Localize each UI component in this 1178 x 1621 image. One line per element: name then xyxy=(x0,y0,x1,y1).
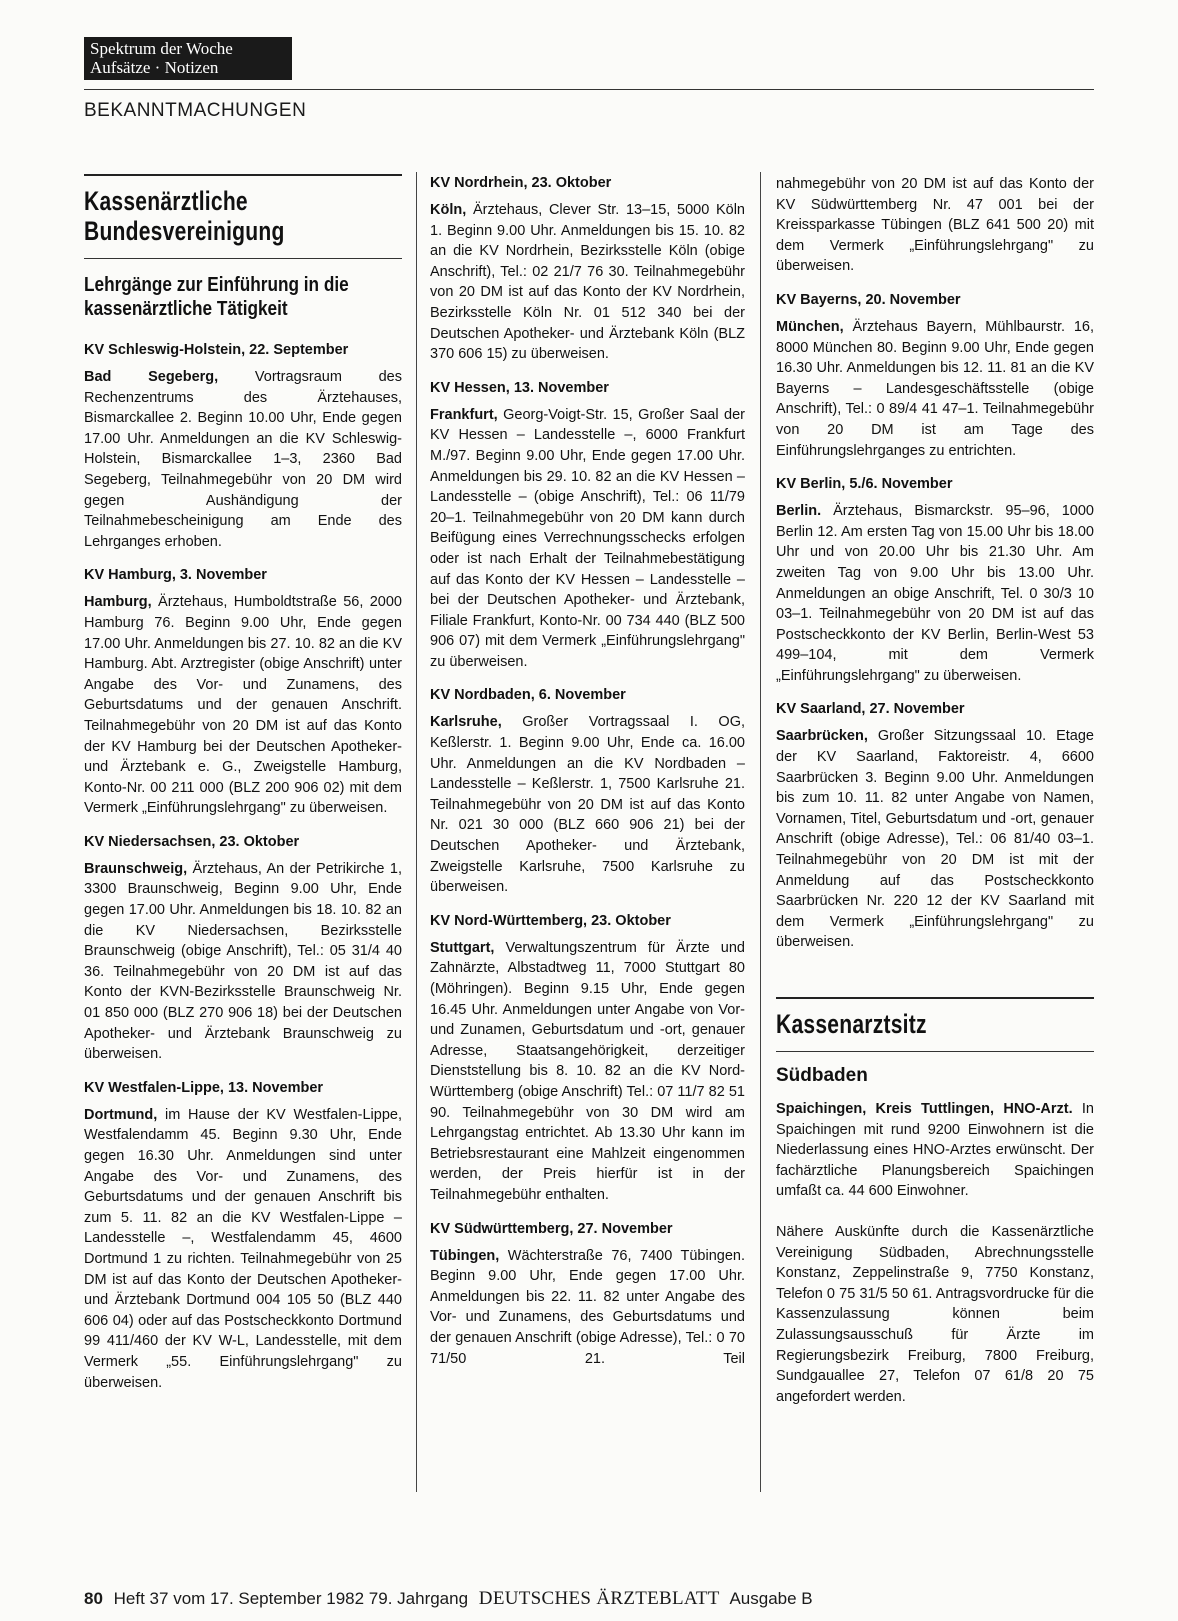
entry-text: Stuttgart, Verwaltungszentrum für Ärzte und Zahnärzte, Albstadtweg 11, 7000 Stuttgart 80 (Möhringen). Beginn 9.15 Uhr, Ende gegen 16.45 Uhr. Anmeldungen unter Angabe von Vor- und Zunamen, Geburtsdatum und -ort, genauer Adresse, Staatsangehörigkeit, derzeitiger Dienststellung bis 8. 10. 82 an die KV Nord-Württemberg (obige Anschrift) Tel.: 07 11/7 82 51 90. Teilnahmegebühr von 30 DM wird am Lehrgangstag entrichtet. Ab 13.30 Uhr kann im Betriebsrestaurant eine Mahlzeit eingenommen werden, der Preis hierfür ist in der Teilnahmegebühr enthalten. xyxy=(430,939,745,1203)
column-3 xyxy=(776,174,1094,1407)
entry-heading: KV Berlin, 5./6. November xyxy=(776,476,953,493)
kassenarztsitz-title: Kassenarztsitz xyxy=(776,1009,927,1039)
subtitle-rule xyxy=(84,258,402,259)
entry-text: Frankfurt, Georg-Voigt-Str. 15, Großer Saal der KV Hessen – Landesstelle –, 6000 Frankfurt M./97. Beginn 9.00 Uhr, Ende gegen 17.00 Uhr. Anmeldungen bis 29. 10. 82 an die KV Hessen – Landesstelle – (obige Anschrift), Tel.: 06 11/79 20–1. Teilnahmegebühr von 20 DM kann durch Beifügung eines Verrechnungsschecks erfolgen oder ist nach Erhalt der Teilnahmebestätigung auf das Konto der KV Hessen – Landesstelle – bei der Deutschen Apotheker- und Ärztebank, Filiale Frankfurt, Konto-Nr. 00 734 440 (BLZ 500 906 07) mit dem Vermerk „Einführungslehrgang" zu überweisen. xyxy=(430,406,745,670)
entry-text: Tübingen, Wächterstraße 76, 7400 Tübingen. Beginn 9.00 Uhr, Ende gegen 17.00 Uhr. Anmeldungen bis 22. 11. 82 unter Angabe des Vor- und Zunamens, des Geburtsdatums und der genauen Anschrift (obige Adresse), Tel.: 0 70 71/50 21. Teil xyxy=(430,1247,745,1367)
kassenarztsitz-info: Nähere Auskünfte durch die Kassenärztliche Vereinigung Südbaden, Abrechnungsstelle Konstanz, Zeppelinstraße 9, 7750 Konstanz, Telefon 0 75 31/5 50 61. Antragsvordrucke für die Kassenzulassung können beim Zulassungsausschuß für Ärzte im Regierungsbezirk Freiburg, 7800 Freiburg, Sundgauallee 27, Telefon 07 61/8 20 75 angefordert werden. xyxy=(776,1223,1094,1405)
entry-place: Karlsruhe, xyxy=(430,714,502,731)
entry-heading: KV Bayerns, 20. November xyxy=(776,291,961,308)
entry-text: Berlin. Ärztehaus, Bismarckstr. 95–96, 1000 Berlin 12. Am ersten Tag von 15.00 Uhr bis 18.00 Uhr und von 20.00 Uhr bis 21.30 Uhr. Am zweiten Tag von 9.00 Uhr bis 13.00 Uhr. Anmeldungen an obige Anschrift, Tel. 0 30/3 10 03–1. Teilnahmegebühr von 20 DM ist auf das Postscheckkonto der KV Berlin, Berlin-West 53 499–104, mit dem Vermerk „Einführungslehrgang" zu überweisen. xyxy=(776,503,1094,684)
entry-place: Frankfurt, xyxy=(430,406,498,423)
entry-text: Bad Segeberg, Vortragsraum des Rechenzentrums des Ärztehauses, Bismarckallee 2. Beginn 10.00 Uhr, Ende gegen 17.00 Uhr. Anmeldungen an die KV Schleswig-Holstein, Bismarckallee 1–3, 2360 Bad Segeberg, Teilnahmegebühr von 20 DM wird gegen Aushändigung der Teilnahmebescheinigung am Ende des Lehrganges erhoben. xyxy=(84,369,402,550)
kassenarztsitz-place: Spaichingen, Kreis Tuttlingen, HNO-Arzt. xyxy=(776,1101,1073,1117)
kassenarztsitz-text: Spaichingen, Kreis Tuttlingen, HNO-Arzt. In Spaichingen mit rund 9200 Einwohnern ist die Niederlassung eines HNO-Arztes erwünscht. Der fachärztliche Planungsbereich Spaichingen umfaßt ca. 44 600 Einwohner. xyxy=(776,1101,1094,1200)
kbv-subtitle: Lehrgänge zur Einführung in die kassenärztliche Tätigkeit xyxy=(84,274,349,320)
kassenarztsitz-rule xyxy=(776,997,1094,999)
section-label: BEKANNTMACHUNGEN xyxy=(84,100,307,121)
entry-place: Köln, xyxy=(430,202,467,218)
entry-text: Karlsruhe, Großer Vortragssaal I. OG, Keßlerstr. 1. Beginn 9.00 Uhr, Ende ca. 16.00 Uhr. Anmeldungen an die KV Nordbaden – Landesstelle – Keßlerstr. 1, 7500 Karlsruhe 21. Teilnahmegebühr von 20 DM ist auf das Konto Nr. 021 30 000 (BLZ 660 906 21) bei der Deutschen Apotheker- und Ärztebank, Zweigstelle Karlsruhe, 7500 Karlsruhe zu überweisen. xyxy=(430,714,745,896)
entry-text: Dortmund, im Hause der KV Westfalen-Lippe, Westfalendamm 45. Beginn 9.30 Uhr, Ende gegen 16.30 Uhr. Anmeldungen sind unter Angabe des Vor- und Zunamens, des Geburtsdatums und der genauen Anschrift bis zum 5. 11. 82 an die KV Westfalen-Lippe – Landesstelle –, Westfalendamm 45, 4600 Dortmund 1 zu richten. Teilnahmegebühr von 25 DM ist auf das Konto der Deutschen Apotheker- und Ärztebank Dortmund 004 105 50 (BLZ 440 606 04) oder auf das Postscheckkonto Dortmund 99 411/460 der KV W-L, Landesstelle, mit dem Vermerk „55. Einführungslehrgang" zu überweisen. xyxy=(84,1106,402,1391)
masthead-line-1: Spektrum der Woche xyxy=(90,39,233,58)
entry-heading: KV Nordbaden, 6. November xyxy=(430,687,626,704)
issue-info: Heft 37 vom 17. September 1982 79. Jahrgang xyxy=(113,1589,469,1608)
entry-heading: KV Nord-Württemberg, 23. Oktober xyxy=(430,912,671,929)
entry-place: Dortmund, xyxy=(84,1106,158,1123)
journal-name: DEUTSCHES ÄRZTEBLATT xyxy=(478,1588,720,1609)
column-divider-1 xyxy=(416,172,417,1492)
column-2 xyxy=(430,174,745,1369)
edition: Ausgabe B xyxy=(729,1589,813,1608)
entry-text: Saarbrücken, Großer Sitzungssaal 10. Etage der KV Saarland, Faktoreistr. 4, 6600 Saarbrücken 3. Beginn 9.00 Uhr. Anmeldungen bis zum 10. 11. 82 unter Angabe von Namen, Vornamen, Titel, Geburtsdatum und -ort, genauer Anschrift (obige Adresse), Tel.: 06 81/40 03–1. Teilnahmegebühr von 20 DM ist mit der Anmeldung auf das Postscheckkonto Saarbrücken Nr. 220 12 der KV Saarland mit dem Vermerk „Einführungslehrgang" zu überweisen. xyxy=(776,728,1094,951)
entry-place: München, xyxy=(776,318,844,335)
region-title: Südbaden xyxy=(776,1065,868,1086)
entry-heading: KV Nordrhein, 23. Oktober xyxy=(430,175,612,191)
entry-text-continued: nahmegebühr von 20 DM ist auf das Konto der KV Südwürttemberg Nr. 47 001 bei der Kreissparkasse Tübingen (BLZ 641 500 20) mit dem Vermerk „Einführungslehrgang" zu überweisen. xyxy=(776,176,1094,275)
entry-text: Köln, Ärztehaus, Clever Str. 13–15, 5000 Köln 1. Beginn 9.00 Uhr. Anmeldungen bis 15. 10. 82 an die KV Nordrhein, Bezirksstelle Köln (obige Anschrift), Tel.: 02 21/7 76 30. Teilnahmegebühr von 20 DM ist auf das Konto der KV Nordrhein, Bezirksstelle Köln Nr. 01 512 340 bei der Deutschen Apotheker- und Ärztebank Köln (BLZ 370 606 15) zu überweisen. xyxy=(430,202,745,363)
entry-heading: KV Schleswig-Holstein, 22. September xyxy=(84,342,349,358)
column-divider-2 xyxy=(760,172,761,1492)
kbv-title: Kassenärztliche Bundesvereinigung xyxy=(84,186,285,246)
masthead xyxy=(84,37,292,80)
entry-place: Saarbrücken, xyxy=(776,728,868,745)
entry-text: Hamburg, Ärztehaus, Humboldtstraße 56, 2000 Hamburg 76. Beginn 9.00 Uhr, Ende gegen 17.00 Uhr. Anmeldungen bis 27. 10. 82 an die KV Hamburg. Abt. Arztregister (obige Anschrift) unter Angabe des Vor- und Zunamens, des Geburtsdatums und der genauen Anschrift. Teilnahmegebühr von 20 DM ist auf das Konto der KV Hamburg bei der Deutschen Apotheker- und Ärztebank e. G., Zweigstelle Hamburg, Konto-Nr. 00 211 000 (BLZ 200 906 02) mit dem Vermerk „Einführungslehrgang" zu überweisen. xyxy=(84,594,402,817)
entry-place: Stuttgart, xyxy=(430,939,495,956)
page-footer xyxy=(84,1588,813,1610)
entry-place: Hamburg, xyxy=(84,594,152,611)
page-number: 80 xyxy=(84,1589,103,1608)
header-rule xyxy=(84,89,1094,90)
entry-place: Tübingen, xyxy=(430,1247,500,1264)
entry-text: Braunschweig, Ärztehaus, An der Petrikirche 1, 3300 Braunschweig, Beginn 9.00 Uhr, Ende gegen 17.00 Uhr. Anmeldungen bis 18. 10. 82 an die KV Niedersachsen, Bezirksstelle Braunschweig (obige Anschrift), Tel.: 05 31/4 40 36. Teilnahmegebühr von 20 DM ist auf das Konto der KVN-Bezirksstelle Braunschweig Nr. 01 850 000 (BLZ 270 906 18) bei der Deutschen Apotheker- und Ärztebank Braunschweig zu überweisen. xyxy=(84,860,402,1063)
entry-heading: KV Südwürttemberg, 27. November xyxy=(430,1220,673,1237)
entry-text: München, Ärztehaus Bayern, Mühlbaurstr. 16, 8000 München 80. Beginn 9.00 Uhr, Ende gegen 16.30 Uhr. Anmeldungen bis 12. 11. 81 an die KV Bayerns – Landesgeschäftsstelle (obige Anschrift), Tel.: 0 89/4 41 47–1. Teilnahmegebühr von 20 DM ist am Tage des Einführungslehrganges zu entrichten. xyxy=(776,318,1094,459)
entry-place: Bad Segeberg, xyxy=(84,369,219,385)
entry-heading: KV Niedersachsen, 23. Oktober xyxy=(84,833,300,850)
entry-heading: KV Hamburg, 3. November xyxy=(84,567,267,584)
title-rule xyxy=(84,174,402,176)
entry-place: Berlin. xyxy=(776,503,822,520)
region-rule xyxy=(776,1051,1094,1052)
entry-heading: KV Hessen, 13. November xyxy=(430,379,609,396)
column-1 xyxy=(84,174,402,1393)
entry-heading: KV Westfalen-Lippe, 13. November xyxy=(84,1079,324,1096)
masthead-line-2: Aufsätze · Notizen xyxy=(90,58,219,77)
entry-place: Braunschweig, xyxy=(84,860,188,877)
entry-heading: KV Saarland, 27. November xyxy=(776,701,965,718)
